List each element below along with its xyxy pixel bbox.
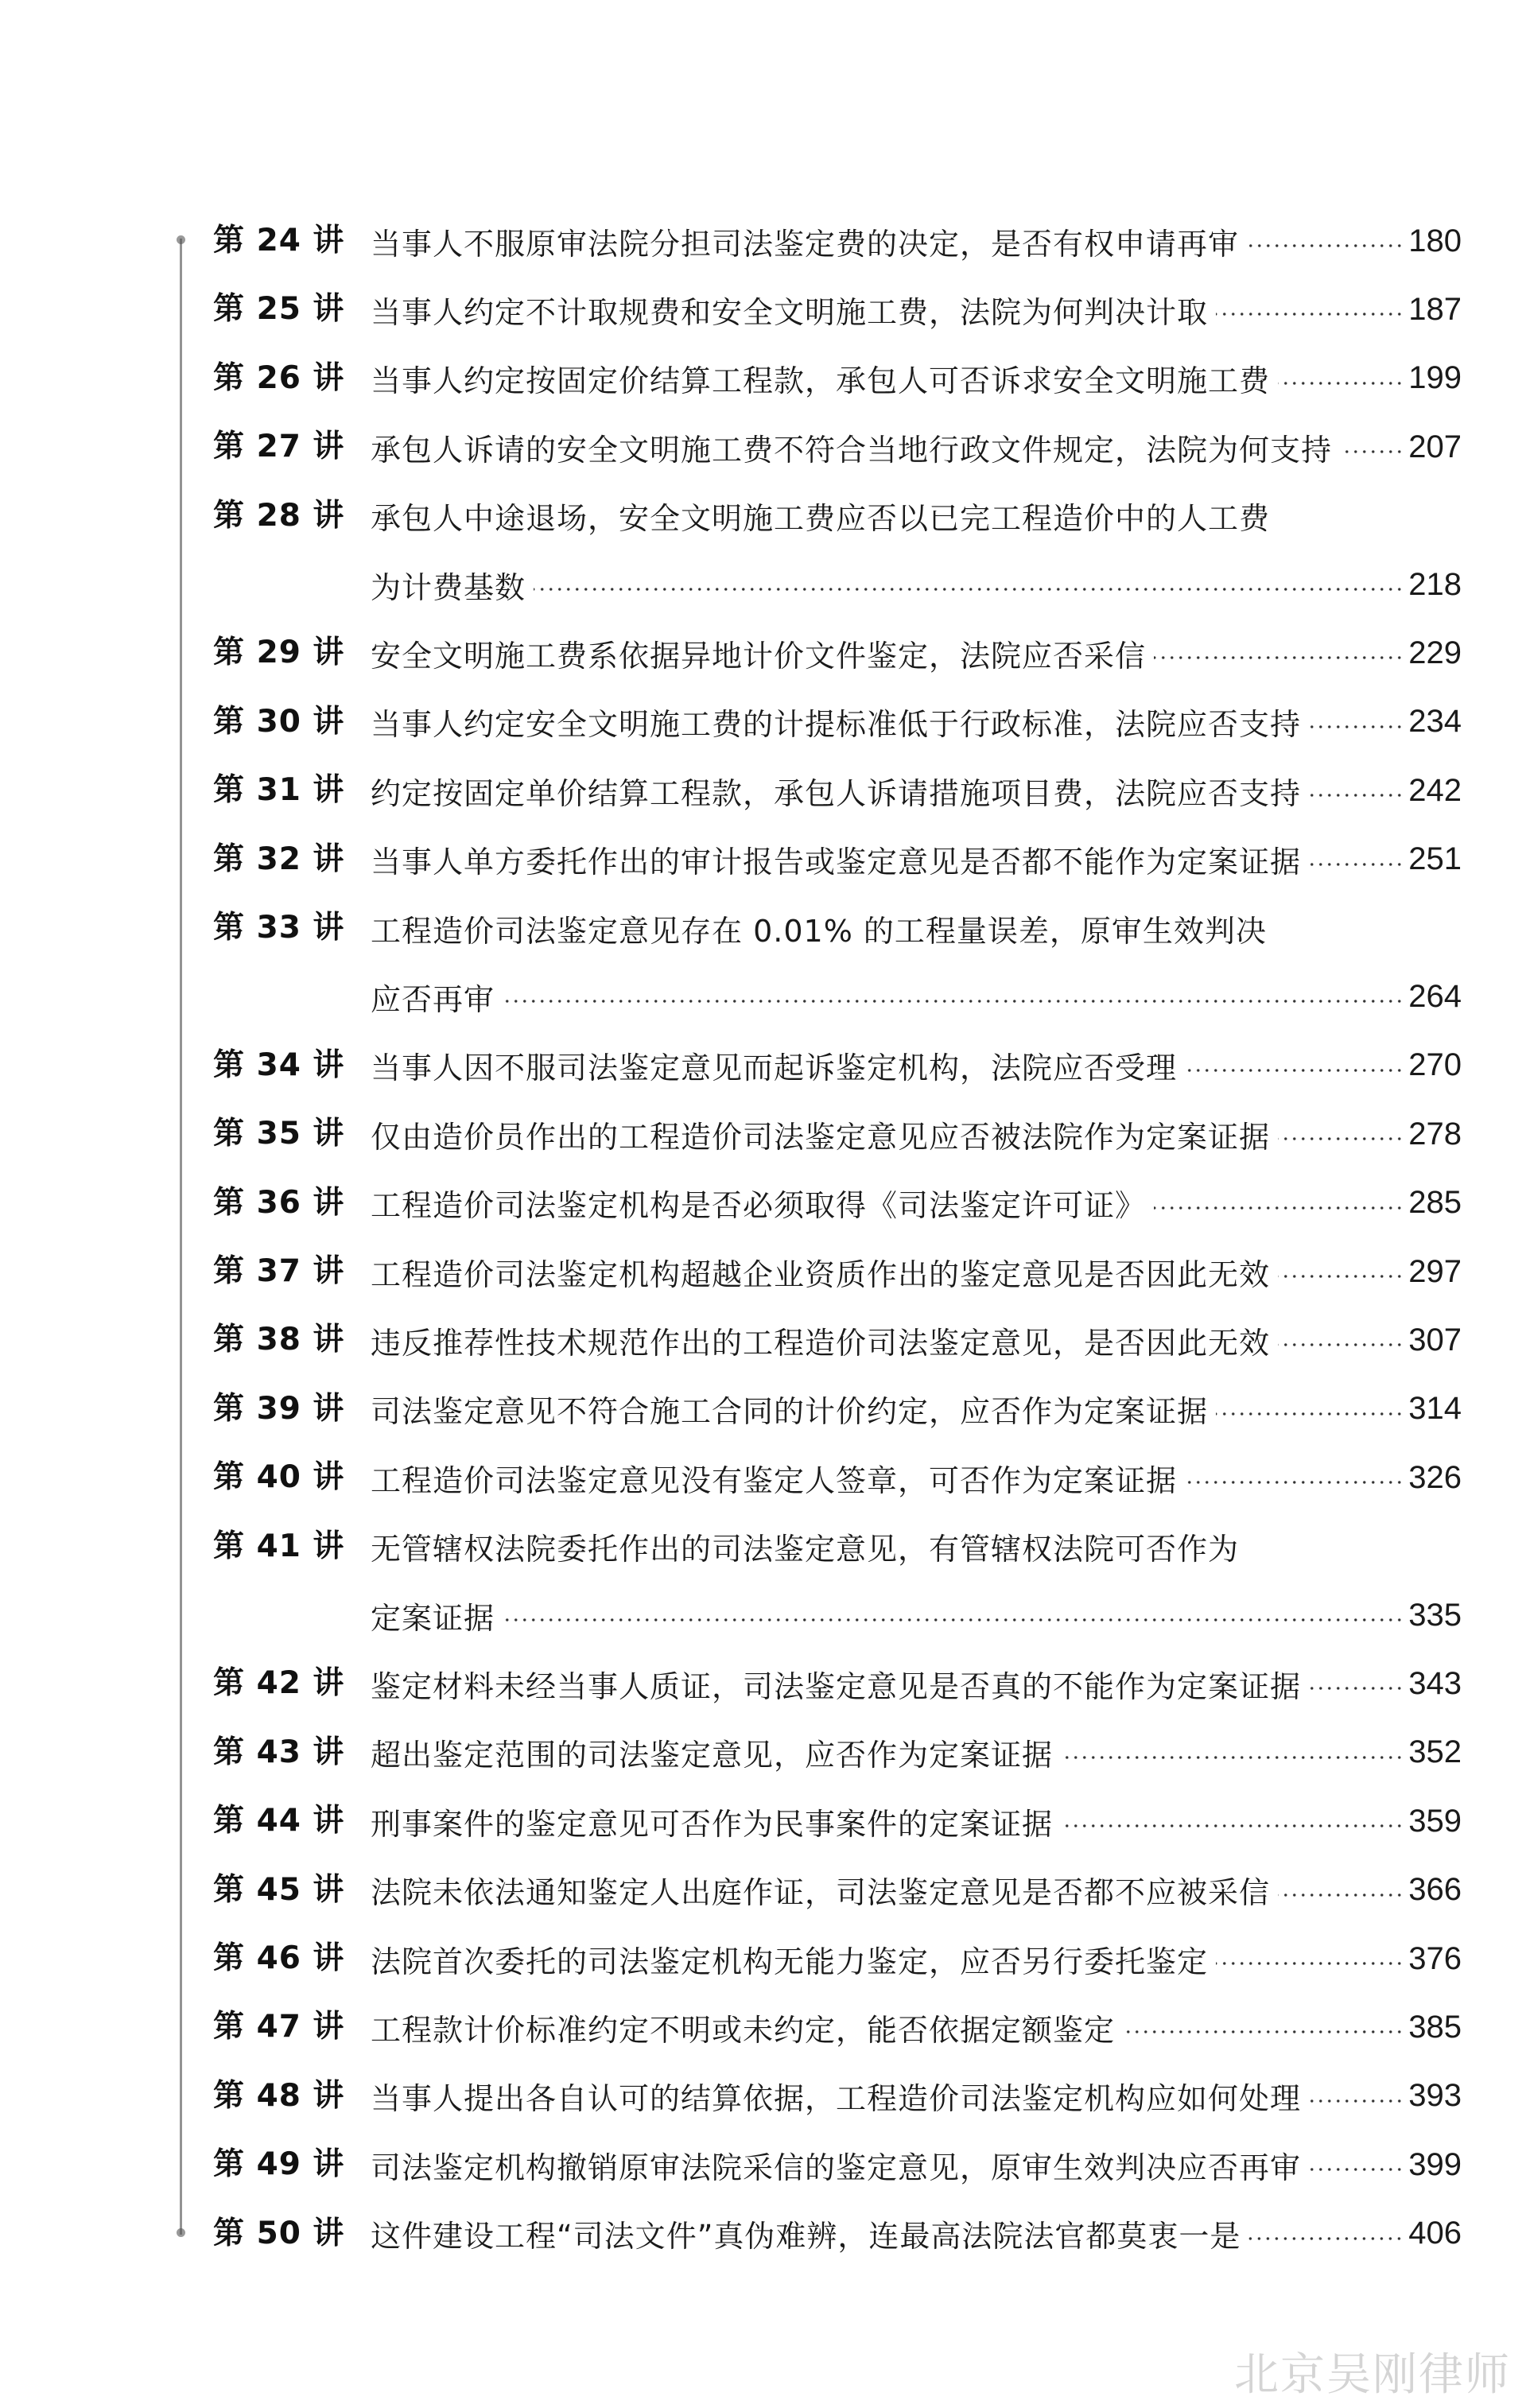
dot-leader	[1216, 313, 1404, 316]
lecture-number: 第 37 讲	[213, 1253, 345, 1289]
page-number: 251	[1408, 841, 1462, 877]
lecture-title: 当事人不服原审法院分担司法鉴定费的决定，是否有权申请再审	[371, 226, 1240, 262]
toc-entry[interactable]	[213, 2209, 1462, 2258]
toc-entry[interactable]	[213, 354, 1462, 403]
toc-entry[interactable]	[213, 835, 1462, 884]
dot-leader	[1185, 1069, 1404, 1072]
toc-entry[interactable]	[213, 697, 1462, 747]
lecture-title: 工程款计价标准约定不明或未约定，能否依据定额鉴定	[371, 2012, 1116, 2048]
page-number: 297	[1408, 1253, 1462, 1289]
toc-entry[interactable]	[213, 491, 1462, 541]
toc-line	[371, 285, 1462, 334]
dot-leader	[1309, 863, 1404, 866]
toc-entry[interactable]	[213, 1247, 1462, 1296]
lecture-title: 当事人提出各自认可的结算依据，工程造价司法鉴定机构应如何处理	[371, 2081, 1302, 2117]
page-number: 307	[1408, 1322, 1462, 1357]
lecture-title: 安全文明施工费系依据异地计价文件鉴定，法院应否采信	[371, 638, 1147, 674]
lecture-number: 第 49 讲	[213, 2146, 345, 2183]
page-number: 406	[1408, 2216, 1462, 2251]
lecture-number: 第 30 讲	[213, 703, 345, 740]
dot-leader	[1278, 1275, 1404, 1278]
lecture-number: 第 46 讲	[213, 1940, 345, 1976]
lecture-number: 第 50 讲	[213, 2215, 345, 2251]
dot-leader	[1278, 1893, 1404, 1897]
toc-line	[371, 2209, 1462, 2258]
toc-entry[interactable]	[213, 1934, 1462, 1983]
dot-leader	[1154, 1206, 1404, 1210]
page-number: 264	[1408, 978, 1462, 1014]
lecture-title: 工程造价司法鉴定机构是否必须取得《司法鉴定许可证》	[371, 1188, 1147, 1224]
toc-line	[371, 1453, 1462, 1502]
lecture-number: 第 40 讲	[213, 1459, 345, 1496]
toc-entry[interactable]	[213, 1453, 1462, 1502]
toc-line	[371, 697, 1462, 747]
page-number: 199	[1408, 360, 1462, 396]
lecture-title: 司法鉴定机构撤销原审法院采信的鉴定意见，原审生效判决应否再审	[371, 2150, 1302, 2185]
dot-leader	[1154, 656, 1404, 659]
toc-entry[interactable]	[213, 1385, 1462, 1434]
lecture-title: 承包人诉请的安全文明施工费不符合当地行政文件规定，法院为何支持	[371, 432, 1333, 468]
toc-line	[371, 1315, 1462, 1365]
lecture-title: 承包人中途退场，安全文明施工费应否以已完工程造价中的人工费	[371, 501, 1271, 537]
toc-line	[371, 1659, 1462, 1708]
lecture-title: 这件建设工程“司法文件”真伪难辨，连最高法院法官都莫衷一是	[371, 2219, 1241, 2255]
toc-entry[interactable]	[213, 216, 1462, 266]
toc-entry-continuation[interactable]	[213, 972, 1462, 1021]
lecture-number: 第 39 讲	[213, 1390, 345, 1427]
lecture-number: 第 41 讲	[213, 1528, 345, 1564]
lecture-title: 当事人约定安全文明施工费的计提标准低于行政标准，法院应否支持	[371, 707, 1302, 743]
page-number: 187	[1408, 291, 1462, 327]
toc-entry[interactable]	[213, 1041, 1462, 1090]
lecture-number: 第 45 讲	[213, 1871, 345, 1908]
toc-line	[371, 422, 1462, 472]
toc-line	[371, 1934, 1462, 1983]
page-number: 229	[1408, 635, 1462, 670]
lecture-number: 第 38 讲	[213, 1322, 345, 1358]
lecture-title: 法院首次委托的司法鉴定机构无能力鉴定，应否另行委托鉴定	[371, 1944, 1209, 1979]
lecture-number: 第 44 讲	[213, 1803, 345, 1839]
dot-leader	[1061, 1824, 1404, 1827]
toc-entry[interactable]	[213, 1109, 1462, 1159]
toc-line	[371, 1247, 1462, 1296]
lecture-title: 鉴定材料未经当事人质证，司法鉴定意见是否真的不能作为定案证据	[371, 1668, 1302, 1704]
toc-entry[interactable]	[213, 422, 1462, 472]
margin-dot	[177, 235, 185, 244]
toc-line	[371, 1590, 1462, 1640]
margin-rule	[180, 239, 182, 2235]
toc-line	[371, 1522, 1462, 1571]
lecture-number: 第 31 讲	[213, 772, 345, 809]
toc-entry[interactable]	[213, 1659, 1462, 1708]
page-number: 207	[1408, 429, 1462, 464]
dot-leader	[1123, 2030, 1404, 2033]
page-number: 326	[1408, 1459, 1462, 1495]
page-number: 314	[1408, 1391, 1462, 1427]
lecture-number: 第 33 讲	[213, 910, 345, 946]
lecture-number: 第 28 讲	[213, 497, 345, 534]
lecture-title: 司法鉴定意见不符合施工合同的计价约定，应否作为定案证据	[371, 1394, 1209, 1430]
watermark: 北京吴刚律师	[1234, 2349, 1511, 2401]
toc-line	[371, 491, 1462, 541]
lecture-number: 第 24 讲	[213, 223, 345, 258]
toc-entry-continuation[interactable]	[213, 560, 1462, 609]
page-number: 234	[1408, 704, 1462, 740]
toc-line	[371, 1179, 1462, 1228]
dot-leader	[1309, 1687, 1404, 1690]
toc-entry[interactable]	[213, 628, 1462, 678]
lecture-title: 刑事案件的鉴定意见可否作为民事案件的定案证据	[371, 1806, 1054, 1842]
dot-leader	[1216, 1962, 1404, 1965]
lecture-number: 第 29 讲	[213, 635, 345, 671]
page-number: 399	[1408, 2146, 1462, 2182]
dot-leader	[1185, 1481, 1404, 1484]
toc-line	[371, 628, 1462, 678]
lecture-title: 工程造价司法鉴定意见存在 0.01% 的工程量误差，原审生效判决	[371, 913, 1267, 949]
lecture-number: 第 25 讲	[213, 291, 345, 328]
toc-line	[371, 2072, 1462, 2121]
toc-entry[interactable]	[213, 2002, 1462, 2052]
lecture-number: 第 26 讲	[213, 359, 345, 396]
lecture-title: 法院未依法通知鉴定人出庭作证，司法鉴定意见是否都不应被采信	[371, 1875, 1271, 1911]
lecture-title: 违反推荐性技术规范作出的工程造价司法鉴定意见，是否因此无效	[371, 1325, 1271, 1361]
toc-entry[interactable]	[213, 1315, 1462, 1365]
lecture-number: 第 34 讲	[213, 1047, 345, 1083]
dot-leader	[1278, 382, 1404, 385]
toc-line	[371, 1041, 1462, 1090]
lecture-number: 第 48 讲	[213, 2077, 345, 2114]
page-number: 180	[1408, 223, 1462, 258]
lecture-title: 超出鉴定范围的司法鉴定意见，应否作为定案证据	[371, 1738, 1054, 1773]
lecture-number: 第 35 讲	[213, 1116, 345, 1152]
dot-leader	[534, 588, 1404, 591]
lecture-title: 当事人约定不计取规费和安全文明施工费，法院为何判决计取	[371, 294, 1209, 330]
dot-leader	[1340, 450, 1404, 453]
page-number: 366	[1408, 1872, 1462, 1908]
toc-entry[interactable]	[213, 2140, 1462, 2189]
toc-line	[371, 1866, 1462, 1915]
dot-leader	[1061, 1756, 1404, 1759]
toc-entry[interactable]	[213, 285, 1462, 334]
lecture-title: 仅由造价员作出的工程造价司法鉴定意见应否被法院作为定案证据	[371, 1119, 1271, 1155]
lecture-number: 第 47 讲	[213, 2009, 345, 2045]
toc-line	[371, 2140, 1462, 2189]
dot-leader	[503, 1000, 1404, 1003]
toc-line	[371, 972, 1462, 1021]
toc-line	[371, 216, 1462, 266]
toc-entry[interactable]	[213, 1796, 1462, 1846]
page-number: 393	[1408, 2078, 1462, 2114]
toc-entry-continuation[interactable]	[213, 1590, 1462, 1640]
lecture-title: 为计费基数	[371, 569, 526, 605]
dot-leader	[1248, 2237, 1404, 2240]
page-number: 285	[1408, 1185, 1462, 1221]
lecture-title: 应否再审	[371, 981, 495, 1017]
lecture-title: 约定按固定单价结算工程款，承包人诉请措施项目费，法院应否支持	[371, 775, 1302, 811]
dot-leader	[1278, 1343, 1404, 1346]
dot-leader	[1247, 244, 1404, 247]
page-number: 278	[1408, 1116, 1462, 1152]
toc-entry[interactable]	[213, 2072, 1462, 2121]
page-number: 376	[1408, 1940, 1462, 1976]
page-number: 343	[1408, 1665, 1462, 1701]
dot-leader	[1309, 725, 1404, 728]
dot-leader	[1309, 2168, 1404, 2171]
lecture-title: 当事人因不服司法鉴定意见而起诉鉴定机构，法院应否受理	[371, 1051, 1178, 1086]
lecture-title: 当事人单方委托作出的审计报告或鉴定意见是否都不能作为定案证据	[371, 845, 1302, 880]
toc-entry[interactable]	[213, 766, 1462, 815]
toc-entry[interactable]	[213, 903, 1462, 953]
lecture-title: 工程造价司法鉴定意见没有鉴定人签章，可否作为定案证据	[371, 1462, 1178, 1498]
lecture-number: 第 32 讲	[213, 841, 345, 877]
lecture-number: 第 36 讲	[213, 1184, 345, 1221]
lecture-number: 第 42 讲	[213, 1665, 345, 1702]
toc-entry[interactable]	[213, 1522, 1462, 1571]
page-number: 352	[1408, 1734, 1462, 1770]
toc-line	[371, 354, 1462, 403]
lecture-number: 第 43 讲	[213, 1734, 345, 1770]
page-number: 385	[1408, 2009, 1462, 2045]
page-number: 242	[1408, 772, 1462, 808]
page-number: 335	[1408, 1597, 1462, 1633]
lecture-title: 定案证据	[371, 1600, 495, 1636]
lecture-number: 第 27 讲	[213, 429, 345, 465]
dot-leader	[1278, 1137, 1404, 1140]
dot-leader	[1309, 794, 1404, 797]
page-number: 270	[1408, 1047, 1462, 1083]
toc-line	[371, 1796, 1462, 1846]
toc-line	[371, 2002, 1462, 2052]
dot-leader	[1216, 1412, 1404, 1416]
lecture-title: 当事人约定按固定价结算工程款，承包人可否诉求安全文明施工费	[371, 363, 1271, 399]
page-number: 359	[1408, 1803, 1462, 1839]
lecture-title: 无管辖权法院委托作出的司法鉴定意见，有管辖权法院可否作为	[371, 1532, 1240, 1567]
dot-leader	[503, 1618, 1404, 1622]
toc-line	[371, 1728, 1462, 1777]
toc-line	[371, 1109, 1462, 1159]
toc-entry[interactable]	[213, 1728, 1462, 1777]
page-number: 218	[1408, 566, 1462, 602]
margin-dot	[177, 2228, 185, 2237]
toc-line	[371, 835, 1462, 884]
toc-line	[371, 560, 1462, 609]
lecture-title: 工程造价司法鉴定机构超越企业资质作出的鉴定意见是否因此无效	[371, 1256, 1271, 1292]
toc-line	[371, 1385, 1462, 1434]
toc-entry[interactable]	[213, 1866, 1462, 1915]
toc-entry[interactable]	[213, 1179, 1462, 1228]
toc-line	[371, 766, 1462, 815]
dot-leader	[1309, 2099, 1404, 2103]
toc-line	[371, 903, 1462, 953]
